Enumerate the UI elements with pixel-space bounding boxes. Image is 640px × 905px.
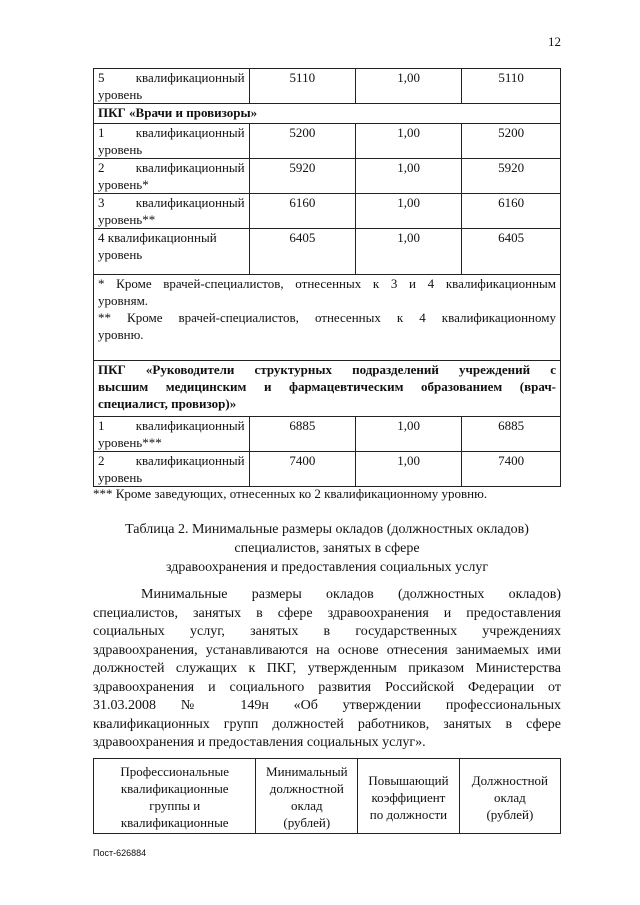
level-label-suffix: уровень (98, 142, 143, 157)
footnote-three-stars: *** Кроме заведующих, отнесенных ко 2 квалификационному уровню. (93, 486, 488, 501)
table-row (94, 452, 561, 487)
qualification-level-cell (94, 194, 250, 229)
table-row (94, 159, 561, 194)
min-salary-cell: 7400 (249, 452, 355, 487)
level-label-suffix: уровень (98, 470, 143, 485)
header-professional-groups: Профессиональные квалификационные группы и квалификационные (94, 759, 256, 834)
coefficient-cell: 1,00 (356, 124, 462, 159)
table-row (94, 69, 561, 104)
paragraph-line: социальных услуг, занятых в государственных учреждениях (93, 624, 561, 639)
qualification-level-cell (94, 159, 250, 194)
table-row (94, 417, 561, 452)
position-salary-cell: 6160 (462, 194, 561, 229)
paragraph-line: 31.03.2008 № 149н «Об утверждении профессиональных (93, 698, 561, 713)
paragraph-line: здравоохранения и социального развития Российской Федерации от (93, 679, 561, 695)
pkg-title-doctors-line: ПКГ «Врачи и провизоры» (98, 105, 258, 120)
pkg-title-doctors-cell (94, 104, 561, 124)
level-label-suffix: уровень** (98, 212, 156, 227)
level-label: 1 квалификационный (98, 125, 245, 140)
pkg-title-heads-cell (94, 361, 561, 417)
position-salary-cell: 5110 (462, 69, 561, 104)
caption-line-3: здравоохранения и предоставления социальных услуг (165, 560, 489, 575)
footnote-block-line: уровням. (98, 293, 149, 308)
level-label: 1 квалификационный (98, 418, 245, 433)
position-salary-cell: 7400 (462, 452, 561, 487)
pkg-title-heads (94, 361, 561, 417)
qualification-level-cell (94, 452, 250, 487)
coefficient-cell: 1,00 (356, 417, 462, 452)
level-label: 3 квалификационный (98, 195, 245, 210)
pkg-title-heads-line: высшим медицинским и фармацевтическим образованием (врач- (98, 379, 556, 394)
coefficient-cell: 1,00 (356, 159, 462, 194)
coefficient-cell: 1,00 (356, 69, 462, 104)
paragraph-line: должностей служащих к ПКГ, утвержденным приказом Министерства (93, 661, 561, 676)
qualification-level-cell (94, 229, 250, 275)
level-label-suffix: уровень (98, 87, 143, 102)
table2-caption (93, 520, 561, 577)
position-salary-cell: 6405 (462, 229, 561, 275)
footnote-block-cell (94, 275, 561, 361)
min-salary-cell: 6885 (249, 417, 355, 452)
header-min-salary: Минимальный должностной оклад (рублей) (256, 759, 358, 834)
paragraph-line: здравоохранения и предоставления социальных услуг». (93, 735, 426, 750)
level-label-suffix: уровень (98, 247, 143, 262)
level-label-suffix: уровень*** (98, 435, 162, 450)
coefficient-cell: 1,00 (356, 452, 462, 487)
level-label: 2 квалификационный (98, 160, 245, 175)
min-salary-cell: 5110 (249, 69, 355, 104)
coefficient-cell: 1,00 (356, 229, 462, 275)
footnote-block (94, 275, 561, 361)
footnote-block-line: * Кроме врачей-специалистов, отнесенных к 3 и 4 квалификационным (98, 276, 556, 291)
salary-table-pkg (93, 68, 561, 487)
level-label: 4 квалификационный (98, 230, 217, 245)
caption-line-2: специалистов, занятых в сфере (234, 541, 420, 556)
paragraph-line: здравоохранения, устанавливаются на основе отнесения занимаемых ими (93, 642, 561, 658)
paragraph-line: Минимальные размеры окладов (должностных окладов) (141, 587, 561, 602)
position-salary-cell: 5200 (462, 124, 561, 159)
level-label-suffix: уровень* (98, 177, 149, 192)
table-row (94, 229, 561, 275)
pkg-title-heads-line: ПКГ «Руководители структурных подразделений учреждений с (98, 362, 556, 377)
level-label: 5 квалификационный (98, 70, 245, 85)
min-salary-cell: 6160 (249, 194, 355, 229)
level-label: 2 квалификационный (98, 453, 245, 468)
pkg-title-doctors (94, 104, 561, 124)
body-paragraph (93, 586, 561, 753)
min-salary-cell: 5920 (249, 159, 355, 194)
table2-header (93, 758, 561, 834)
min-salary-cell: 6405 (249, 229, 355, 275)
pkg-title-heads-line: специалист, провизор)» (98, 396, 237, 411)
paragraph-line: специалистов, занятых в сфере здравоохранения и предоставления (93, 605, 561, 621)
footnote-block-line: ** Кроме врачей-специалистов, отнесенных к 4 квалификационному (98, 310, 556, 325)
qualification-level-cell (94, 69, 250, 104)
table-row (94, 194, 561, 229)
header-coefficient: Повышающий коэффициент по должности (358, 759, 460, 834)
min-salary-cell: 5200 (249, 124, 355, 159)
qualification-level-cell (94, 417, 250, 452)
page-number: 12 (548, 34, 561, 49)
document-code: Пост-626884 (93, 848, 147, 858)
paragraph-line: квалификационных групп должностей работников, занятых в сфере (93, 716, 561, 732)
footnote-block-line: уровню. (98, 327, 144, 342)
caption-line-1: Таблица 2. Минимальные размеры окладов (должностных окладов) (125, 522, 529, 537)
position-salary-cell: 6885 (462, 417, 561, 452)
header-position-salary: Должностной оклад (рублей) (459, 759, 560, 834)
table-row (94, 124, 561, 159)
position-salary-cell: 5920 (462, 159, 561, 194)
coefficient-cell: 1,00 (356, 194, 462, 229)
qualification-level-cell (94, 124, 250, 159)
